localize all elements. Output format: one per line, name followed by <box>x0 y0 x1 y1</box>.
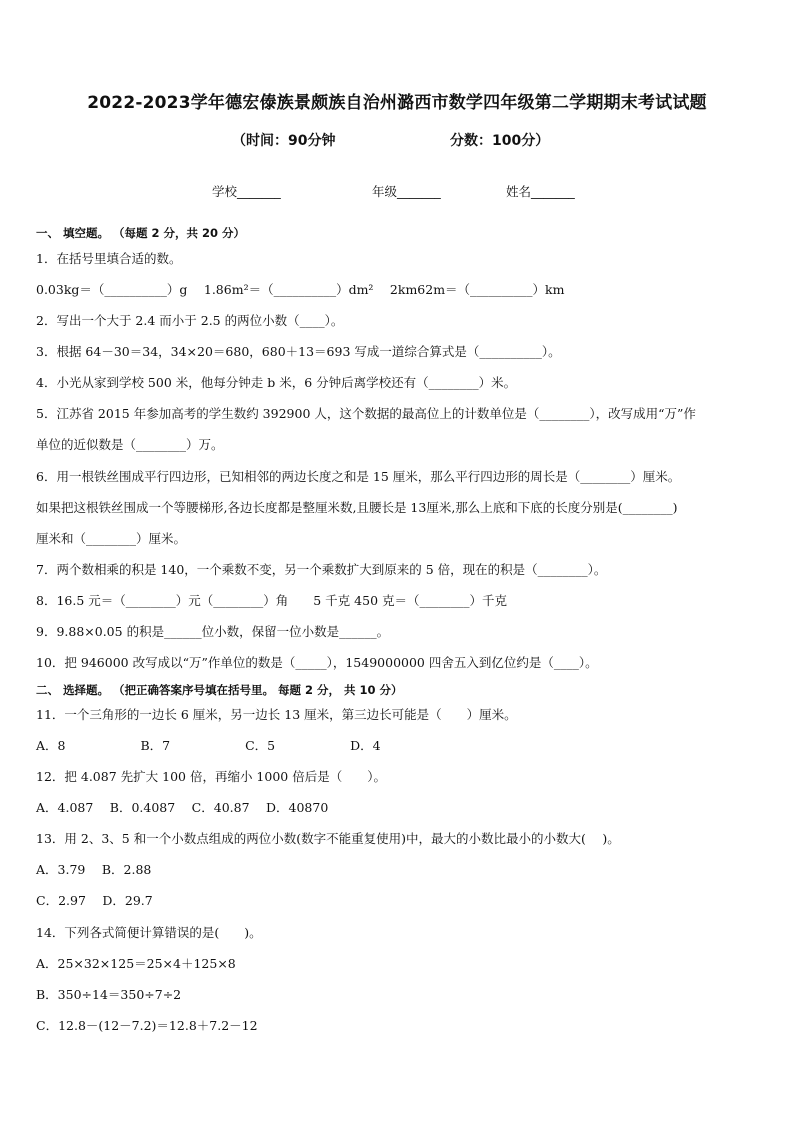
question-5: 5．江苏省 2015 年参加高考的学生数约 392900 人，这个数据的最高位上的计数单位是（________），改写成用“万”作 <box>36 406 696 421</box>
question-13-options-c: C．2.97 D．29.7 <box>36 893 153 908</box>
question-11: 11．一个三角形的一边长 6 厘米，另一边长 13 厘米，第三边长可能是（ ）厘米。 <box>36 707 517 722</box>
question-14-option-c: C．12.8－(12－7.2)＝12.8＋7.2－12 <box>36 1018 258 1033</box>
question-7: 7．两个数相乘的积是 140，一个乘数不变，另一个乘数扩大到原来的 5 倍，现在的积是（________）。 <box>36 562 607 577</box>
section-choice-heading: 二、 选择题。 （把正确答案序号填在括号里。 每题 2 分， 共 10 分） <box>36 683 403 697</box>
question-10: 10．把 946000 改写成以“万”作单位的数是（_____），1549000000 四舍五入到亿位约是（____）。 <box>36 655 598 670</box>
grade-field: 年级_______ <box>372 184 441 199</box>
question-8: 8．16.5 元＝（________）元（________）角 5 千克 450 克＝（________）千克 <box>36 593 507 608</box>
question-14: 14．下列各式简便计算错误的是( )。 <box>36 925 262 940</box>
question-11-options: A．8 B．7 C．5 D．4 <box>36 738 381 753</box>
name-field: 姓名_______ <box>506 184 575 199</box>
exam-score: 分数：100分） <box>450 133 550 149</box>
question-6-cont: 如果把这根铁丝围成一个等腰梯形,各边长度都是整厘米数,且腰长是 13厘米,那么上底和下底的长度分别是(________) <box>36 500 678 515</box>
exam-title: 2022-2023学年德宏傣族景颇族自治州潞西市数学四年级第二学期期末考试试题 <box>87 93 707 113</box>
school-field: 学校_______ <box>212 184 281 199</box>
question-3: 3．根据 64－30＝34，34×20＝680，680＋13＝693 写成一道综合算式是（__________）。 <box>36 344 561 359</box>
question-12-options: A．4.087 B．0.4087 C．40.87 D．40870 <box>36 800 329 815</box>
question-13: 13．用 2、3、5 和一个小数点组成的两位小数(数字不能重复使用)中，最大的小数比最小的小数大( )。 <box>36 831 620 846</box>
question-9: 9．9.88×0.05 的积是______位小数，保留一位小数是______。 <box>36 624 390 639</box>
exam-subtitle <box>0 130 794 150</box>
question-6-cont-2: 厘米和（________）厘米。 <box>36 531 187 546</box>
question-13-options-a: A．3.79 B．2.88 <box>36 862 152 877</box>
question-4: 4．小光从家到学校 500 米，他每分钟走 b 米，6 分钟后离学校还有（________）米。 <box>36 375 517 390</box>
question-1-items: 0.03kg＝（__________）g 1.86m²＝（__________）dm² 2km62m＝（__________）km <box>36 282 565 297</box>
section-fill-in-heading: 一、 填空题。 （每题 2 分，共 20 分） <box>36 226 246 240</box>
question-6: 6．用一根铁丝围成平行四边形，已知相邻的两边长度之和是 15 厘米，那么平行四边形的周长是（________）厘米。 <box>36 469 681 484</box>
question-5-cont: 单位的近似数是（________）万。 <box>36 437 224 452</box>
question-14-option-b: B．350÷14＝350÷7÷2 <box>36 987 182 1002</box>
question-2: 2．写出一个大于 2.4 而小于 2.5 的两位小数（____）。 <box>36 313 344 328</box>
question-12: 12．把 4.087 先扩大 100 倍，再缩小 1000 倍后是（ ）。 <box>36 769 386 784</box>
exam-time: （时间：90分钟 <box>232 133 336 149</box>
question-1: 1．在括号里填合适的数。 <box>36 251 182 266</box>
question-14-option-a: A．25×32×125＝25×4＋125×8 <box>36 956 236 971</box>
